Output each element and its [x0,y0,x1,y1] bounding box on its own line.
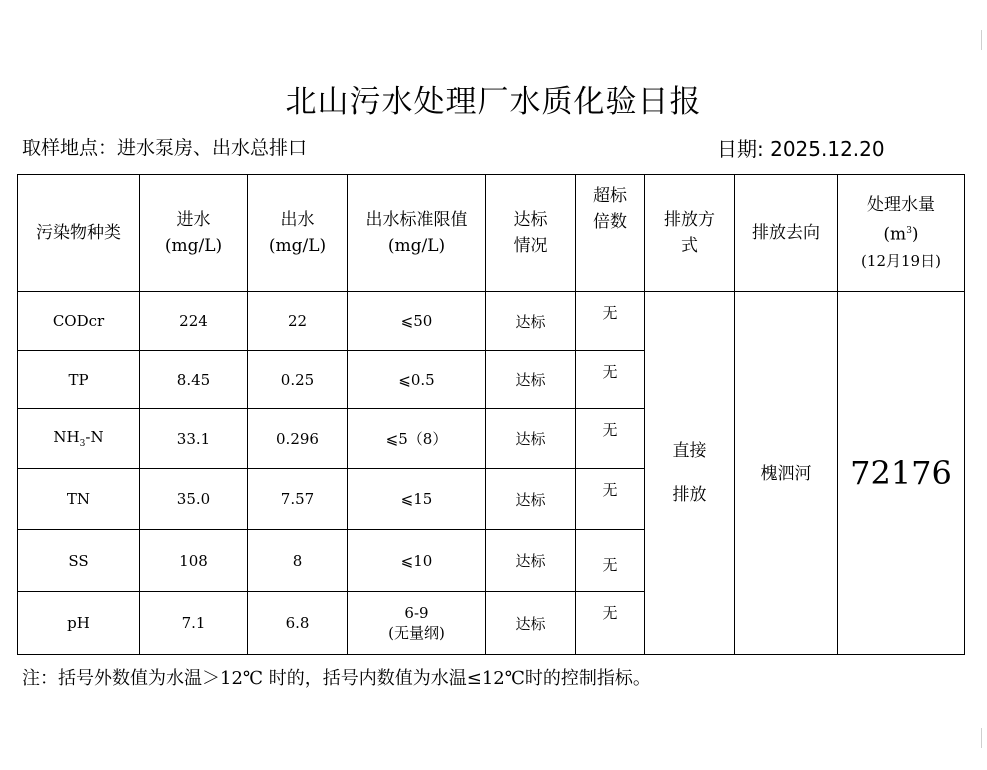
pollutant-name: SS [18,530,140,592]
destination-cell: 槐泗河 [735,292,838,655]
sampling-location: 取样地点：进水泵房、出水总排口 [22,137,308,159]
status-value: 达标 [486,469,576,530]
pollutant-name: CODcr [18,292,140,351]
effluent-value: 0.25 [248,351,348,409]
influent-value: 33.1 [140,409,248,469]
limit-value: ⩽5（8） [348,409,486,469]
header-row [18,175,965,292]
effluent-value: 8 [248,530,348,592]
influent-value: 35.0 [140,469,248,530]
influent-value: 7.1 [140,592,248,655]
discharge-method-cell: 直接 排放 [645,292,735,655]
pollutant-name: pH [18,592,140,655]
limit-value: ⩽0.5 [348,351,486,409]
header-discharge-method: 排放方 式 [645,175,735,292]
header-destination: 排放去向 [735,175,838,292]
header-influent: 进水 (mg/L) [140,175,248,292]
effluent-value: 7.57 [248,469,348,530]
header-effluent: 出水 (mg/L) [248,175,348,292]
effluent-value: 6.8 [248,592,348,655]
header-compliance: 达标 情况 [486,175,576,292]
effluent-value: 0.296 [248,409,348,469]
water-quality-table [17,174,965,655]
limit-value: ⩽10 [348,530,486,592]
influent-value: 108 [140,530,248,592]
pollutant-name: TN [18,469,140,530]
exceed-value: 无 [576,409,645,469]
status-value: 达标 [486,530,576,592]
exceed-value: 无 [576,469,645,530]
influent-value: 8.45 [140,351,248,409]
page-corner-mark-bottom [981,728,987,748]
footnote: 注：括号外数值为水温＞12℃ 时的，括号内数值为水温≤12℃时的控制指标。 [22,668,651,689]
report-title: 北山污水处理厂水质化验日报 [285,84,702,120]
exceed-value: 无 [576,530,645,592]
exceed-value: 无 [576,351,645,409]
header-exceed: 超标 倍数 [576,175,645,292]
exceed-value: 无 [576,592,645,655]
status-value: 达标 [486,351,576,409]
status-value: 达标 [486,292,576,351]
limit-value: ⩽50 [348,292,486,351]
effluent-value: 22 [248,292,348,351]
report-date: 日期: 2025.12.20 [717,137,885,161]
status-value: 达标 [486,409,576,469]
table-row [18,292,965,351]
limit-value: 6-9 (无量纲) [348,592,486,655]
header-limit: 出水标准限值 (mg/L) [348,175,486,292]
status-value: 达标 [486,592,576,655]
pollutant-name: TP [18,351,140,409]
influent-value: 224 [140,292,248,351]
limit-value: ⩽15 [348,469,486,530]
pollutant-name: $NH_3-N$ [18,409,140,469]
exceed-value: 无 [576,292,645,351]
page-corner-mark-top [981,30,987,50]
header-volume: 处理水量 $(m^3)$ (12月19日) [838,175,965,292]
header-pollutant: 污染物种类 [18,175,140,292]
volume-cell: 72176 [838,292,965,655]
